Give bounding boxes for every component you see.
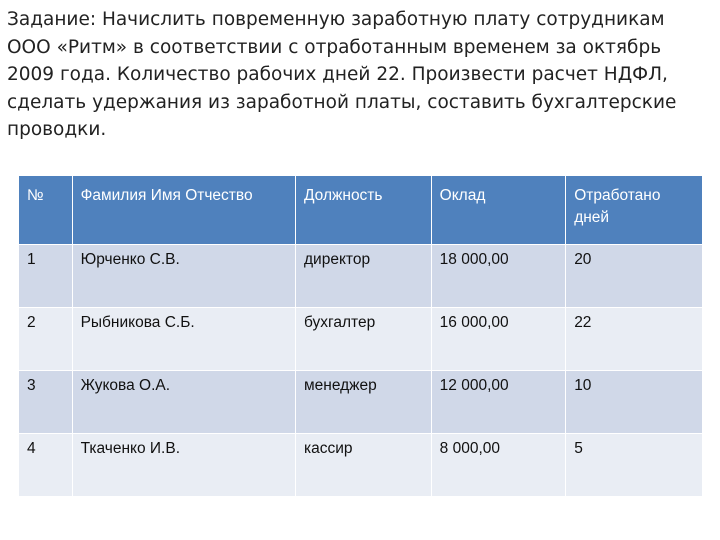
cell-number: 3 bbox=[19, 371, 73, 434]
cell-salary: 12 000,00 bbox=[431, 371, 566, 434]
table-row bbox=[19, 308, 703, 371]
header-full-name: Фамилия Имя Отчество bbox=[72, 176, 295, 245]
cell-position: бухгалтер bbox=[296, 308, 432, 371]
cell-full-name: Рыбникова С.Б. bbox=[72, 308, 295, 371]
cell-full-name: Юрченко С.В. bbox=[72, 245, 295, 308]
employee-table bbox=[18, 175, 703, 497]
cell-full-name: Жукова О.А. bbox=[72, 371, 295, 434]
header-number: № bbox=[19, 176, 73, 245]
header-days-worked: Отработано дней bbox=[566, 176, 703, 245]
table-row bbox=[19, 371, 703, 434]
header-position: Должность bbox=[296, 176, 432, 245]
cell-days-worked: 10 bbox=[566, 371, 703, 434]
table-row bbox=[19, 434, 703, 497]
cell-number: 1 bbox=[19, 245, 73, 308]
cell-days-worked: 22 bbox=[566, 308, 703, 371]
cell-full-name: Ткаченко И.В. bbox=[72, 434, 295, 497]
cell-days-worked: 20 bbox=[566, 245, 703, 308]
cell-number: 4 bbox=[19, 434, 73, 497]
table-row bbox=[19, 245, 703, 308]
cell-salary: 8 000,00 bbox=[431, 434, 566, 497]
task-description: Задание: Начислить повременную заработную плату сотрудникам ООО «Ритм» в соответствии с отработанным временем за октябрь 2009 года. Количество рабочих дней 22. Произвести расчет НДФЛ, сделать удержания из заработной платы, составить бухгалтерские проводки. bbox=[7, 9, 677, 140]
cell-position: кассир bbox=[296, 434, 432, 497]
header-salary: Оклад bbox=[431, 176, 566, 245]
table-header-row bbox=[19, 176, 703, 245]
cell-salary: 16 000,00 bbox=[431, 308, 566, 371]
cell-position: менеджер bbox=[296, 371, 432, 434]
cell-number: 2 bbox=[19, 308, 73, 371]
cell-salary: 18 000,00 bbox=[431, 245, 566, 308]
cell-position: директор bbox=[296, 245, 432, 308]
cell-days-worked: 5 bbox=[566, 434, 703, 497]
